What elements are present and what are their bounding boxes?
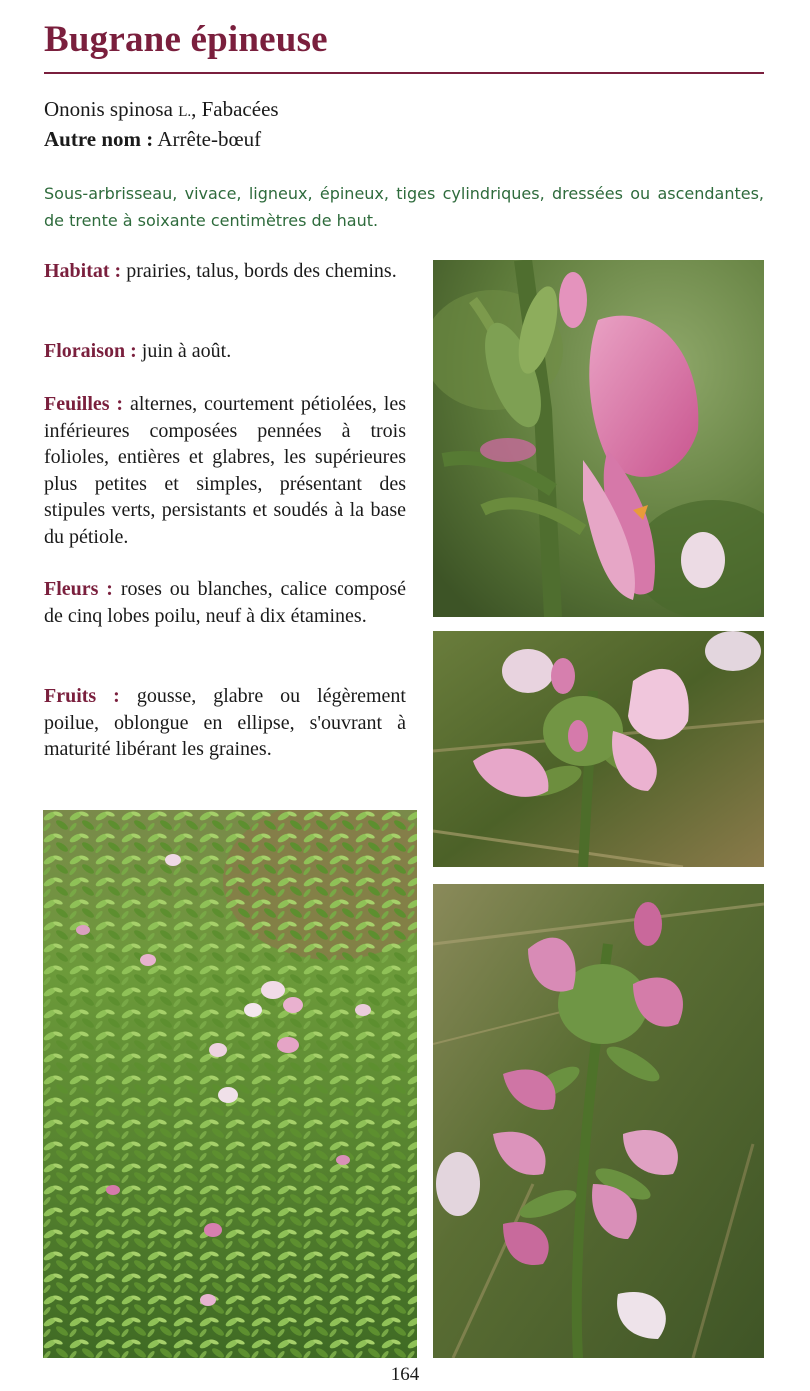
photo-whole-plant (43, 810, 417, 1358)
section-label: Floraison : (44, 340, 137, 362)
other-name-value: Arrête-bœuf (157, 127, 262, 151)
section-label: Feuilles : (44, 393, 124, 415)
author-abbreviation: L. (178, 104, 192, 120)
section-text: roses ou blanches, calice composé de cinq lobes poilu, neuf à dix étamines. (44, 578, 407, 627)
section-label: Habitat : (44, 260, 122, 282)
section-feuilles (44, 391, 406, 550)
section-text: prairies, talus, bords des chemins. (126, 260, 397, 282)
section-fruits (44, 683, 406, 763)
section-floraison (44, 338, 406, 365)
section-fleurs (44, 576, 406, 629)
other-name-label: Autre nom : (44, 127, 154, 151)
section-text: juin à août. (141, 340, 232, 362)
page-title: Bugrane épineuse (44, 19, 328, 60)
other-name (44, 124, 261, 154)
photo-flower-spike (433, 631, 764, 867)
photo-flowering-stem (433, 884, 764, 1358)
section-label: Fruits : (44, 685, 120, 707)
section-label: Fleurs : (44, 578, 113, 600)
section-text: alternes, courtement pétiolées, les inférieures composées pennées à trois folioles, entières et glabres, les supérieures plus petites et simples, présentant des stipules verts, persistants et soudés à la base du pétiole. (44, 393, 406, 548)
scientific-name (44, 94, 279, 127)
page-number: 164 (390, 1364, 420, 1385)
section-habitat (44, 258, 406, 285)
title-divider (44, 72, 764, 74)
photo-flower-closeup (433, 260, 764, 617)
intro-description: Sous-arbrisseau, vivace, ligneux, épineux, tiges cylindriques, dressées ou ascendantes, de trente à soixante centimètres de haut. (44, 184, 764, 230)
latin-name: Ononis spinosa (44, 97, 173, 121)
section-text: gousse, glabre ou légèrement poilue, oblongue en ellipse, s'ouvrant à maturité libérant les graines. (44, 685, 406, 760)
plant-family: , Fabacées (191, 97, 279, 121)
